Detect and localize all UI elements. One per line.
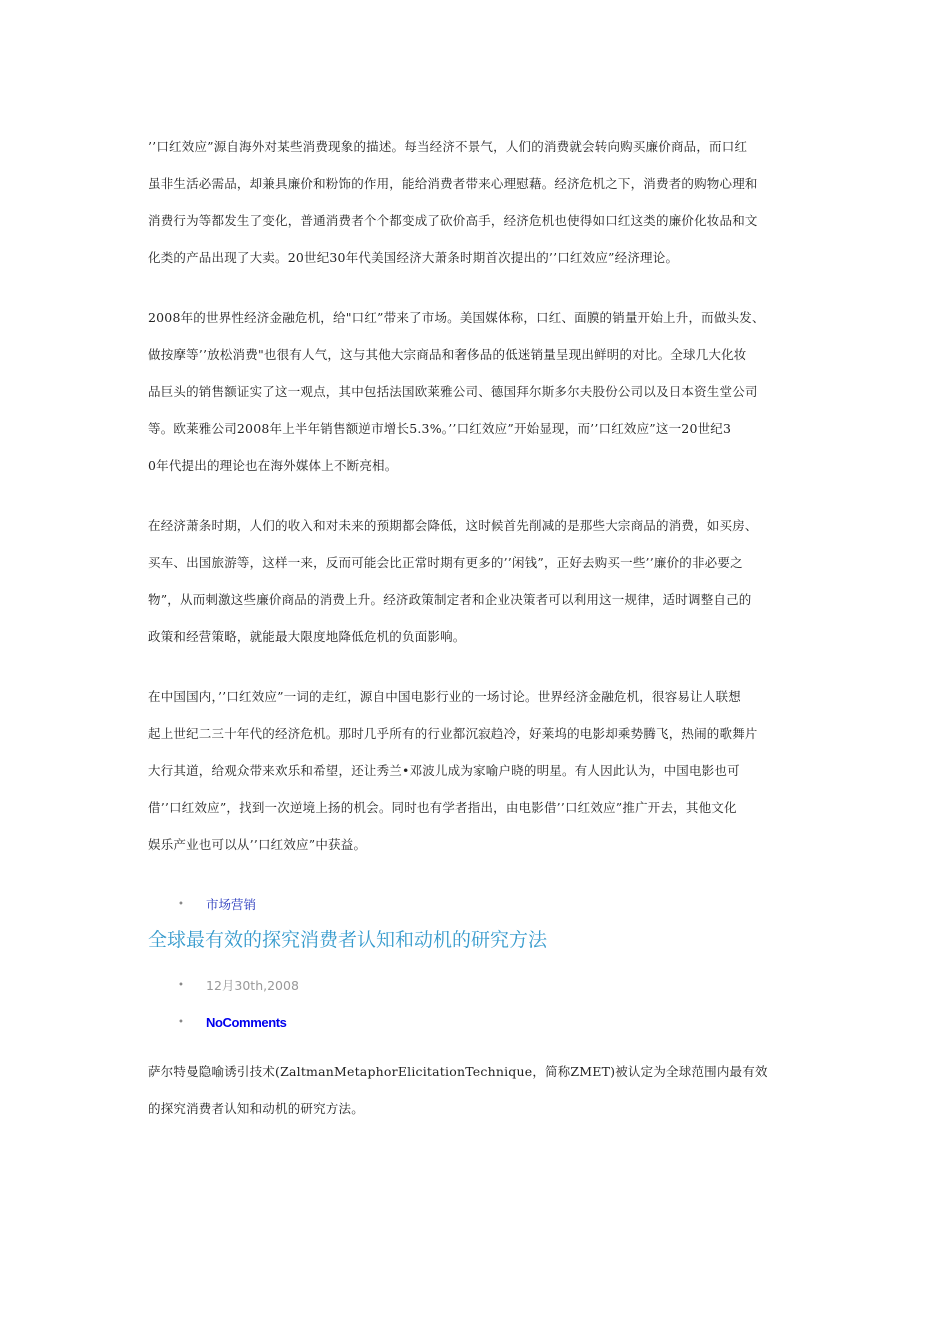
article-content	[148, 128, 808, 1150]
paragraph-2	[148, 299, 808, 484]
text-line: 买车、出国旅游等，这样一来，反而可能会比正常时期有更多的’’闲钱”，正好去购买一些’’廉价的非必要之	[148, 555, 743, 570]
text-line: 娱乐产业也可以从’’口红效应”中获益。	[148, 837, 367, 852]
text-line: 虽非生活必需品，却兼具廉价和粉饰的作用，能给消费者带来心理慰藉。经济危机之下，消费者的购物心理和	[148, 176, 758, 191]
category-link[interactable]: 市场营销	[206, 897, 257, 912]
text-line: 的探究消费者认知和动机的研究方法。	[148, 1101, 364, 1116]
category-item	[148, 886, 808, 923]
text-line: 等。欧莱雅公司2008年上半年销售额逆市增长5.3%。’’口红效应”开始显现，而’’口红效应”这一20世纪3	[148, 421, 732, 436]
text-line: 在经济萧条时期，人们的收入和对未来的预期都会降低，这时候首先削减的是那些大宗商品的消费，如买房、	[148, 518, 758, 533]
text-line: 政策和经营策略，就能最大限度地降低危机的负面影响。	[148, 629, 466, 644]
paragraph-1	[148, 128, 808, 276]
bullet-icon: •	[178, 980, 184, 991]
article-intro	[148, 1053, 808, 1127]
paragraph-4	[148, 678, 808, 863]
text-line: 借’’口红效应”，找到一次逆境上扬的机会。同时也有学者指出，由电影借’’口红效应”推广开去，其他文化	[148, 800, 737, 815]
paragraph-3	[148, 507, 808, 655]
text-line: 消费行为等都发生了变化，普通消费者个个都变成了砍价高手，经济危机也使得如口红这类的廉价化妆品和文	[148, 213, 758, 228]
text-line: 2008年的世界性经济金融危机，给"口红”带来了市场。美国媒体称，口红、面膜的销量开始上升，而做头发、	[148, 310, 765, 325]
text-line: 在中国国内，’’口红效应”一词的走红，源自中国电影行业的一场讨论。世界经济金融危机，很容易让人联想	[148, 689, 741, 704]
text-line: 0年代提出的理论也在海外媒体上不断亮相。	[148, 458, 398, 473]
text-line: 大行其道，给观众带来欢乐和希望，还让秀兰•邓波儿成为家喻户晓的明星。有人因此认为，中国电影也可	[148, 763, 740, 778]
text-line: 化类的产品出现了大卖。20世纪30年代美国经济大萧条时期首次提出的’’口红效应”经济理论。	[148, 250, 679, 265]
text-line: 物”，从而刺激这些廉价商品的消费上升。经济政策制定者和企业决策者可以利用这一规律，适时调整自己的	[148, 592, 752, 607]
comments-link[interactable]: NoComments	[206, 1015, 287, 1030]
bullet-icon: •	[178, 1017, 184, 1028]
post-date-item	[148, 967, 808, 1004]
text-line: 萨尔特曼隐喻诱引技术(ZaltmanMetaphorElicitationTechnique，简称ZMET)被认定为全球范围内最有效	[148, 1064, 768, 1079]
post-date: 12月30th,2008	[206, 978, 299, 993]
text-line: ’’口红效应”源自海外对某些消费现象的描述。每当经济不景气，人们的消费就会转向购买廉价商品，而口红	[148, 139, 748, 154]
text-line: 品巨头的销售额证实了这一观点，其中包括法国欧莱雅公司、德国拜尔斯多尔夫股份公司以及日本资生堂公司	[148, 384, 758, 399]
article-title[interactable]: 全球最有效的探究消费者认知和动机的研究方法	[148, 929, 548, 951]
text-line: 做按摩等’’放松消费"也很有人气，这与其他大宗商品和奢侈品的低迷销量呈现出鲜明的对比。全球几大化妆	[148, 347, 747, 362]
bullet-icon: •	[178, 899, 184, 910]
text-line: 起上世纪二三十年代的经济危机。那时几乎所有的行业都沉寂趋冷，好莱坞的电影却乘势腾飞，热闹的歌舞片	[148, 726, 758, 741]
comments-item	[148, 1004, 808, 1041]
